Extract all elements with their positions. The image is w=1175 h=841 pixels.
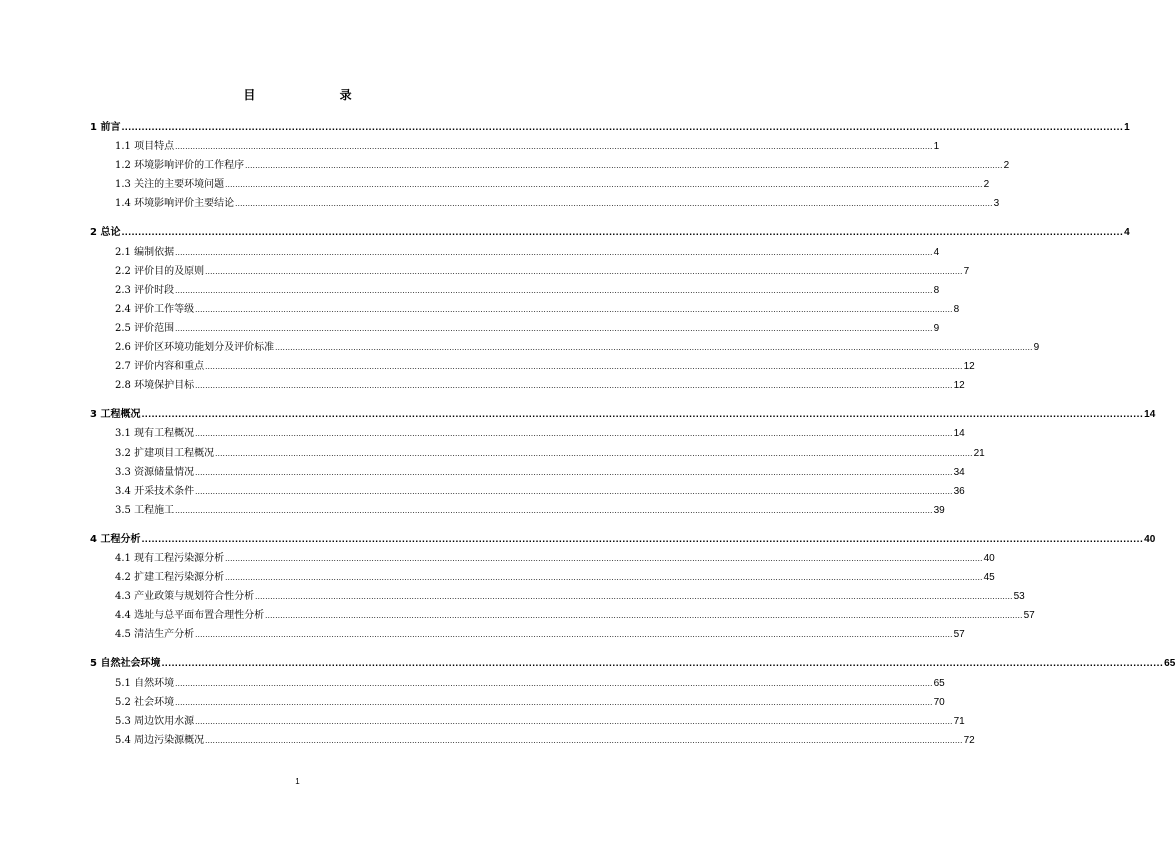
toc-chapter-entry-page: 4 (1124, 227, 1130, 239)
toc-section-entry-label: 4.2 扩建工程污染源分析 (115, 572, 225, 584)
toc-chapter (90, 654, 1175, 749)
table-of-contents (90, 112, 1175, 750)
toc-section-entry[interactable] (90, 194, 1000, 213)
dot-leader: ............................................................................................................................................................................................................................................................................................................ (255, 593, 1013, 602)
toc-section-entry[interactable] (90, 587, 1025, 606)
toc-chapter-entry-page: 1 (1124, 122, 1130, 133)
toc-section-entry-page: 4 (933, 246, 940, 258)
toc-section-entry-page: 57 (953, 629, 965, 641)
toc-chapter-entry[interactable] (90, 223, 1130, 242)
toc-section-entry-label: 1.2 环境影响评价的工作程序 (115, 160, 245, 172)
toc-title: 目 录 (243, 88, 392, 102)
dot-leader: ............................................................................................................................................................................................................................................................................................................ (195, 382, 953, 391)
toc-chapter-entry-label: 3 工程概况 (90, 409, 141, 421)
toc-section-entry-label: 4.1 现有工程污染源分析 (115, 552, 225, 564)
toc-section-entry-page: 36 (953, 485, 965, 497)
toc-section-entry[interactable] (90, 424, 965, 443)
toc-section-entry-page: 14 (953, 428, 965, 440)
toc-section-entry[interactable] (90, 300, 960, 319)
dot-leader: ............................................................................................................................................................................................................................................................................................................ (205, 363, 963, 372)
toc-section-entry-label: 4.3 产业政策与规划符合性分析 (115, 591, 255, 603)
toc-section-entry-label: 2.5 评价范围 (115, 322, 175, 334)
dot-leader: ............................................................................................................................................................................................................................................................................................................ (175, 324, 933, 333)
toc-section-entry-page: 2 (983, 179, 990, 191)
toc-section-entry-page: 53 (1013, 591, 1025, 603)
toc-chapter-entry-label: 4 工程分析 (90, 533, 141, 545)
dot-leader: ............................................................................................................................................................................................................................................................................................................ (195, 468, 953, 477)
toc-section-entry-label: 5.4 周边污染源概况 (115, 734, 205, 746)
toc-section-entry[interactable] (90, 243, 940, 262)
toc-section-entry[interactable] (90, 568, 995, 587)
toc-section-entry-page: 8 (953, 303, 960, 315)
toc-section-entry-page: 9 (1033, 342, 1040, 354)
toc-section-entry-label: 3.5 工程施工 (115, 504, 175, 516)
toc-chapter (90, 223, 1130, 395)
toc-section-entry[interactable] (90, 175, 990, 194)
toc-chapter-entry-label: 5 自然社会环境 (90, 658, 161, 670)
toc-section-entry-page: 45 (983, 572, 995, 584)
toc-chapter-entry-label: 2 总论 (90, 227, 121, 239)
toc-section-entry-page: 57 (1023, 610, 1035, 622)
dot-leader: ............................................................................................................................................................................................................................................................................................................ (161, 659, 1164, 669)
dot-leader: ............................................................................................................................................................................................................................................................................................................ (175, 698, 933, 707)
toc-section-entry[interactable] (90, 444, 985, 463)
toc-section-entry-label: 5.2 社会环境 (115, 696, 175, 708)
dot-leader: ............................................................................................................................................................................................................................................................................................................ (195, 305, 953, 314)
toc-section-entry[interactable] (90, 606, 1035, 625)
toc-chapter-entry[interactable] (90, 405, 1156, 424)
toc-section-entry-page: 21 (973, 447, 985, 459)
toc-chapter (90, 118, 1130, 213)
toc-section-entry-page: 3 (993, 198, 1000, 210)
toc-section-entry-page: 7 (963, 265, 970, 277)
toc-chapter-entry-page: 65 (1164, 658, 1175, 670)
toc-section-entry-label: 2.1 编制依据 (115, 246, 175, 258)
toc-section-entry-label: 2.8 环境保护目标 (115, 380, 195, 392)
toc-section-entry[interactable] (90, 262, 970, 281)
dot-leader: ............................................................................................................................................................................................................................................................................................................ (265, 612, 1023, 621)
dot-leader: ............................................................................................................................................................................................................................................................................................................ (195, 487, 953, 496)
dot-leader: ............................................................................................................................................................................................................................................................................................................ (195, 631, 953, 640)
dot-leader: ............................................................................................................................................................................................................................................................................................................ (205, 267, 963, 276)
toc-section-entry-page: 2 (1003, 160, 1010, 172)
toc-section-entry[interactable] (90, 156, 1010, 175)
toc-section-entry-page: 1 (933, 141, 940, 153)
dot-leader: ............................................................................................................................................................................................................................................................................................................ (121, 228, 1124, 238)
toc-chapter-entry[interactable] (90, 530, 1156, 549)
toc-section-entry[interactable] (90, 712, 965, 731)
toc-section-entry-label: 2.6 评价区环境功能划分及评价标准 (115, 342, 275, 354)
dot-leader: ............................................................................................................................................................................................................................................................................................................ (215, 449, 973, 458)
toc-section-entry-label: 4.5 清洁生产分析 (115, 629, 195, 641)
dot-leader: ............................................................................................................................................................................................................................................................................................................ (235, 200, 993, 209)
toc-section-entry[interactable] (90, 625, 965, 644)
dot-leader: ............................................................................................................................................................................................................................................................................................................ (225, 181, 983, 190)
dot-leader: ............................................................................................................................................................................................................................................................................................................ (195, 430, 953, 439)
dot-leader: ............................................................................................................................................................................................................................................................................................................ (175, 506, 933, 515)
toc-section-entry[interactable] (90, 549, 995, 568)
dot-leader: ............................................................................................................................................................................................................................................................................................................ (141, 410, 1144, 420)
dot-leader: ............................................................................................................................................................................................................................................................................................................ (175, 248, 933, 257)
toc-section-entry-label: 4.4 选址与总平面布置合理性分析 (115, 610, 265, 622)
toc-section-entry[interactable] (90, 463, 965, 482)
dot-leader: ............................................................................................................................................................................................................................................................................................................ (275, 344, 1033, 353)
toc-section-entry-label: 3.4 开采技术条件 (115, 485, 195, 497)
dot-leader: ............................................................................................................................................................................................................................................................................................................ (225, 574, 983, 583)
dot-leader: ............................................................................................................................................................................................................................................................................................................ (175, 143, 933, 152)
toc-section-entry[interactable] (90, 319, 940, 338)
toc-section-entry-page: 72 (963, 734, 975, 746)
toc-section-entry-page: 71 (953, 715, 965, 727)
toc-section-entry[interactable] (90, 376, 965, 395)
toc-chapter-entry-label: 1 前言 (90, 122, 121, 133)
dot-leader: ............................................................................................................................................................................................................................................................................................................ (121, 123, 1124, 132)
toc-section-entry[interactable] (90, 137, 940, 156)
toc-chapter (90, 530, 1156, 645)
toc-section-entry-label: 5.3 周边饮用水源 (115, 715, 195, 727)
dot-leader: ............................................................................................................................................................................................................................................................................................................ (245, 162, 1003, 171)
toc-chapter-entry-page: 14 (1144, 409, 1156, 421)
toc-section-entry[interactable] (90, 693, 945, 712)
page-number: 1 (295, 777, 300, 786)
toc-section-entry[interactable] (90, 674, 945, 693)
dot-leader: ............................................................................................................................................................................................................................................................................................................ (175, 679, 933, 688)
dot-leader: ............................................................................................................................................................................................................................................................................................................ (175, 286, 933, 295)
toc-chapter-entry[interactable] (90, 118, 1130, 137)
toc-section-entry-page: 65 (933, 677, 945, 689)
toc-section-entry-label: 3.2 扩建项目工程概况 (115, 447, 215, 459)
toc-section-entry-label: 1.1 项目特点 (115, 141, 175, 153)
toc-section-entry[interactable] (90, 281, 940, 300)
toc-section-entry[interactable] (90, 482, 965, 501)
toc-section-entry[interactable] (90, 357, 975, 376)
dot-leader: ............................................................................................................................................................................................................................................................................................................ (225, 554, 983, 563)
toc-section-entry-page: 12 (963, 361, 975, 373)
toc-section-entry-page: 39 (933, 504, 945, 516)
toc-chapter-entry-page: 40 (1144, 533, 1156, 545)
toc-section-entry-page: 9 (933, 322, 940, 334)
toc-section-entry-label: 2.7 评价内容和重点 (115, 361, 205, 373)
toc-chapter-entry[interactable] (90, 654, 1175, 673)
toc-section-entry[interactable] (90, 731, 975, 750)
toc-section-entry-label: 5.1 自然环境 (115, 677, 175, 689)
toc-section-entry-label: 3.3 资源储量情况 (115, 466, 195, 478)
toc-section-entry-label: 3.1 现有工程概况 (115, 428, 195, 440)
toc-section-entry-label: 2.2 评价目的及原则 (115, 265, 205, 277)
toc-section-entry-page: 70 (933, 696, 945, 708)
toc-section-entry-label: 1.4 环境影响评价主要结论 (115, 198, 235, 210)
dot-leader: ............................................................................................................................................................................................................................................................................................................ (195, 717, 953, 726)
dot-leader: ............................................................................................................................................................................................................................................................................................................ (141, 534, 1144, 544)
toc-section-entry-label: 1.3 关注的主要环境问题 (115, 179, 225, 191)
toc-section-entry[interactable] (90, 338, 1040, 357)
toc-section-entry-label: 2.3 评价时段 (115, 284, 175, 296)
toc-section-entry-label: 2.4 评价工作等级 (115, 303, 195, 315)
toc-section-entry-page: 12 (953, 380, 965, 392)
toc-section-entry-page: 8 (933, 284, 940, 296)
toc-chapter (90, 405, 1156, 520)
toc-section-entry-page: 40 (983, 552, 995, 564)
toc-section-entry-page: 34 (953, 466, 965, 478)
toc-section-entry[interactable] (90, 501, 945, 520)
dot-leader: ............................................................................................................................................................................................................................................................................................................ (205, 736, 963, 745)
